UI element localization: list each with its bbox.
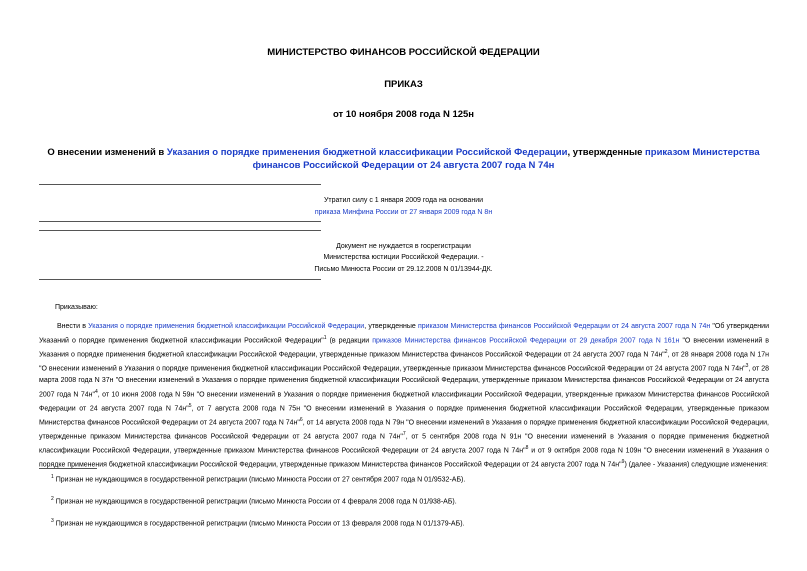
- paragraph-text: , от 10 июня 2008 года N 59н "О внесении изменений в Указания о порядке применения бюджетной классификации Российской Федерации, утвержденные приказом Министерства финансов Российской Федерации от 24 августа 2007 года N 74н": [39, 390, 770, 412]
- paragraph-link-order[interactable]: приказом Министерства финансов Российской Федерации от 24 августа 2007 года N 74н: [417, 323, 711, 330]
- footnote-number: 1: [51, 474, 54, 480]
- footnote-3: [51, 518, 464, 527]
- lost-force-link[interactable]: приказа Минфина России от 27 января 2009 года N 8н: [314, 209, 493, 216]
- registration-note-2: Министерства юстиции Российской Федерации. -: [323, 254, 484, 261]
- paragraph-link-instructions[interactable]: Указания о порядке применения бюджетной классификации Российской Федерации: [88, 323, 365, 330]
- title-link-instructions[interactable]: Указания о порядке применения бюджетной классификации Российской Федерации: [166, 147, 568, 158]
- ministry-heading: МИНИСТЕРСТВО ФИНАНСОВ РОССИЙСКОЙ ФЕДЕРАЦИИ: [267, 47, 540, 58]
- paragraph-text: , от 28 января 2008 года N 17н "О внесении изменений в Указания о порядке применения бюджетной классификации Российской Федерации, утвержденные приказом Министерства финансов Российской Федерации от 24 августа 2007 года N 74н": [39, 351, 769, 373]
- title-link-order[interactable]: приказом Министерства финансов Российской Федерации от 24 августа 2007 года N 74н: [252, 147, 760, 171]
- paragraph-text: , от 7 августа 2008 года N 75н "О внесении изменений в Указания о порядке применения бюджетной классификации Российской Федерации, утвержденные приказом Министерства финансов Российской Федерации от 24 августа 2007 года N 74н": [39, 404, 769, 426]
- order-word: Приказываю:: [55, 304, 98, 311]
- footnote-mark[interactable]: 1: [323, 334, 327, 341]
- paragraph-text: , от 5 сентября 2008 года N 91н "О внесении изменений в Указания о порядке применения бюджетной классификации Российской Федерации, утвержденные приказом Министерства финансов Российской Федерации от 24 августа 2007 года N 74н": [39, 432, 769, 454]
- footnote-text: Признан не нуждающимся в государственной регистрации (письмо Минюста России от 4 февраля 2008 года N 01/938-АБ).: [55, 498, 457, 506]
- paragraph-text: и от 9 октября 2008 года N 109н "О внесении изменений в Указания о порядке применения бюджетной классификации Российской Федерации, утвержденные приказом Министерства финансов Российской Федерации от 24 августа 2007 года N 74н": [39, 446, 769, 468]
- paragraph-text: (в редакции: [326, 337, 373, 345]
- footnote-mark[interactable]: 4: [95, 388, 98, 395]
- footnote-1: [51, 474, 465, 483]
- date-number-heading: от 10 ноября 2008 года N 125н: [332, 109, 475, 120]
- doc-type-heading: ПРИКАЗ: [384, 79, 423, 90]
- paragraph-text: , утвержденные: [364, 323, 418, 330]
- divider: [39, 279, 321, 280]
- paragraph-text: , от 14 августа 2008 года N 79н "О внесении изменений в Указания о порядке применения бюджетной классификации Российской Федерации, утвержденные приказом Министерства финансов Российской Федерации от 24 августа 2007 года N 74н": [39, 418, 769, 440]
- footnote-mark[interactable]: 5: [188, 402, 192, 409]
- footnote-number: 2: [51, 496, 54, 502]
- paragraph-text: "О внесении изменений в Указания о порядке применения бюджетной классификации Российской Федерации, утвержденные приказом Министерства финансов Российской Федерации от 24 августа 2007 года N 74н": [39, 337, 770, 359]
- footnote-mark[interactable]: 2: [664, 348, 668, 355]
- divider: [39, 230, 321, 231]
- title-middle: , утвержденные: [567, 147, 646, 158]
- footnote-mark[interactable]: 6: [299, 416, 303, 423]
- document-title: [40, 146, 767, 172]
- footnote-2: [51, 496, 457, 505]
- lost-force-note: Утратил силу с 1 января 2009 года на основании: [323, 197, 484, 204]
- footnote-mark[interactable]: 7: [402, 430, 406, 437]
- footnote-mark[interactable]: 3: [745, 362, 749, 369]
- footnote-text: Признан не нуждающимся в государственной регистрации (письмо Минюста России от 27 сентября 2007 года N 01/9532-АБ).: [55, 476, 466, 484]
- paragraph-text: ) (далее - Указания) следующие изменения:: [624, 460, 768, 468]
- footnote-text: Признан не нуждающимся в государственной регистрации (письмо Минюста России от 13 февраля 2008 года N 01/1379-АБ).: [55, 520, 465, 528]
- paragraph-text: , от 28 марта 2008 года N 37н "О внесении изменений в Указания о порядке применения бюджетной классификации Российской Федерации, утвержденные приказом Министерства финансов Российской Федерации от 24 августа 2007 года N 74н": [39, 365, 769, 398]
- title-prefix: О внесении изменений в: [47, 147, 167, 158]
- footnote-mark[interactable]: 9: [621, 458, 625, 465]
- paragraph-link-amendments[interactable]: приказов Министерства финансов Российской Федерации от 29 декабря 2007 года N 161н: [372, 337, 680, 345]
- registration-note-1: Документ не нуждается в госрегистрации: [336, 243, 471, 250]
- paragraph-text: "Об утверждении Указаний о порядке применения бюджетной классификации Российской Федерации": [39, 323, 769, 345]
- main-paragraph: [39, 321, 769, 471]
- footnote-divider: [39, 468, 97, 469]
- paragraph-text: Внести в: [57, 323, 89, 330]
- registration-note-3: Письмо Минюста России от 29.12.2008 N 01/13944-ДК.: [314, 266, 493, 273]
- divider: [39, 221, 321, 222]
- footnote-mark[interactable]: 8: [525, 444, 529, 451]
- footnote-number: 3: [51, 518, 54, 524]
- divider: [39, 184, 321, 185]
